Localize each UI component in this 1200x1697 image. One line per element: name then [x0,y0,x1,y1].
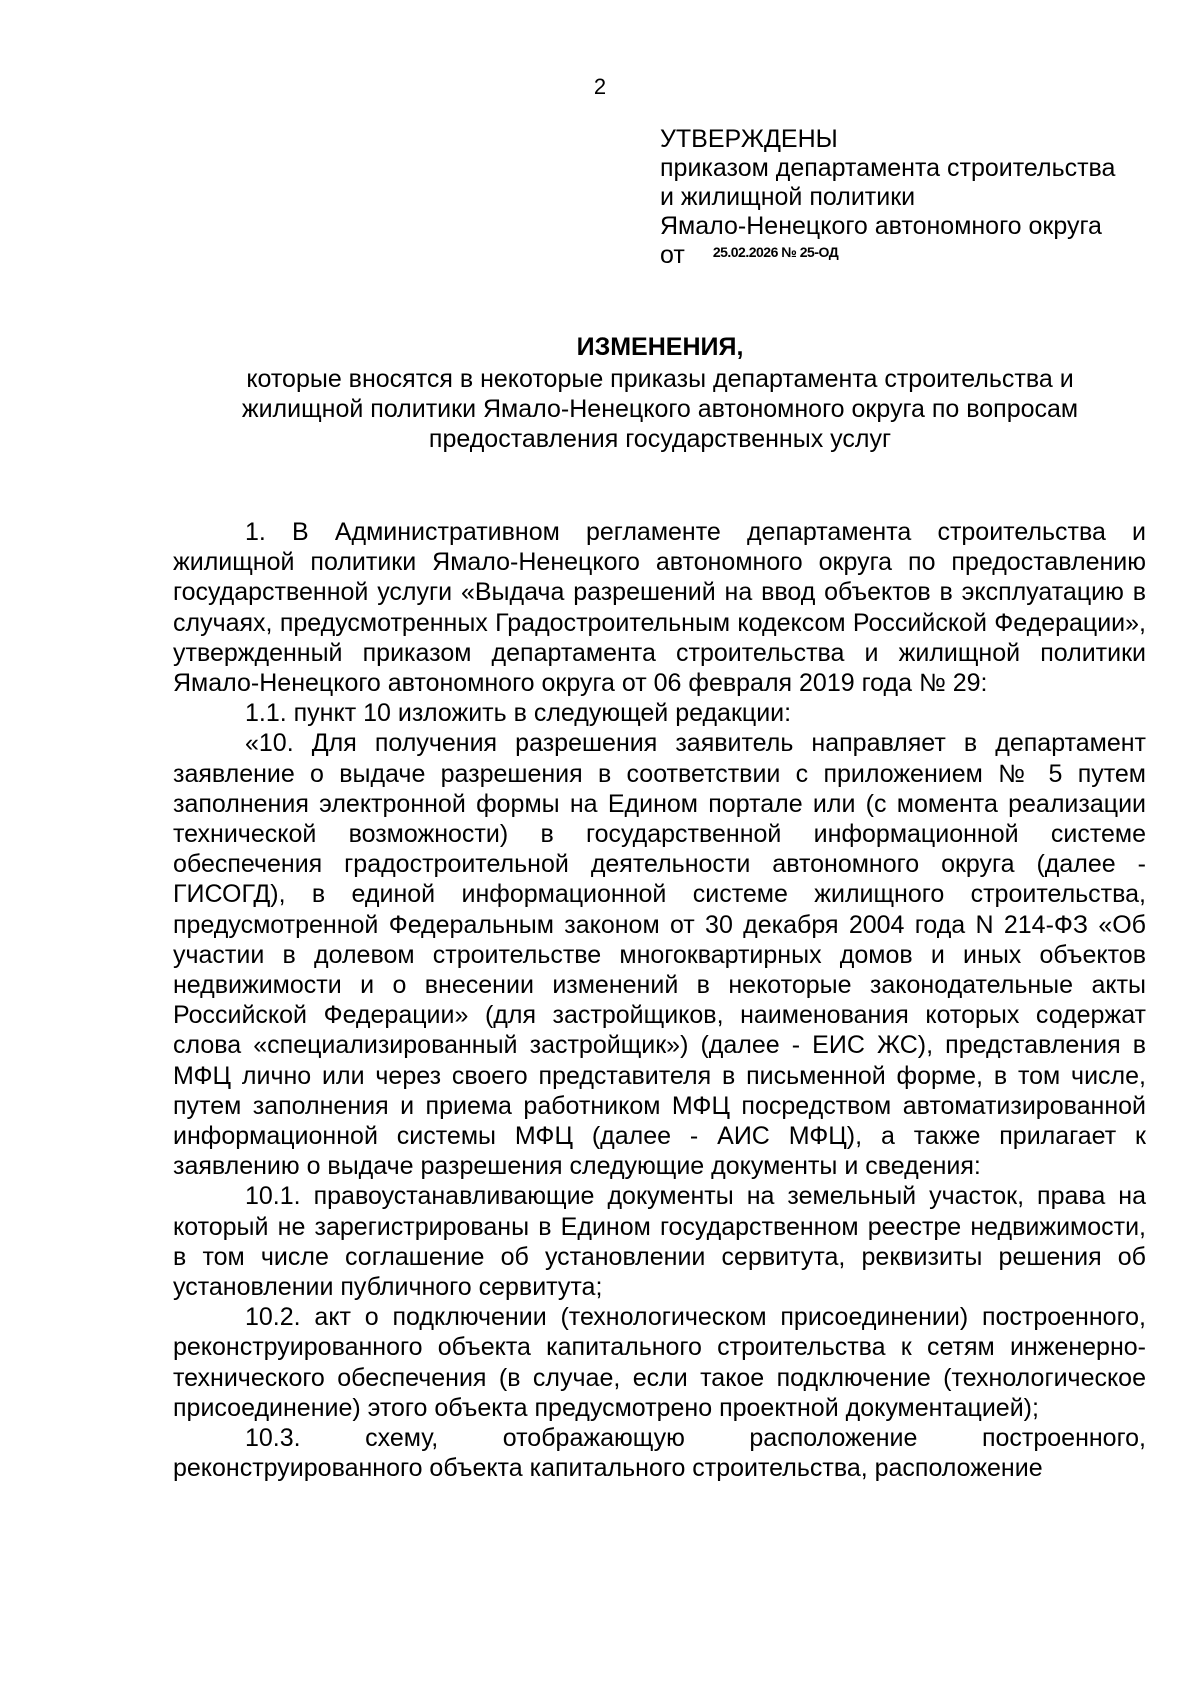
approval-line: Ямало-Ненецкого автономного округа [660,212,1102,240]
subtitle-line: жилищной политики Ямало-Ненецкого автономного округа по вопросам [241,395,1079,423]
paragraph-item-1-1: 1.1. пункт 10 изложить в следующей редакции: [245,699,792,728]
document-heading: ИЗМЕНЕНИЯ, [576,333,744,361]
title-block [160,332,1160,454]
document-body [173,517,1146,1484]
page-number: 2 [593,74,607,99]
approval-line: и жилищной политики [660,183,916,211]
paragraph-point-10-2: 10.2. акт о подключении (технологическом присоединении) построенного, реконструированного объекта капитального строительства к сетям инженерно-технического обеспечения (в случае, если такое подключение (технологическое присоединение) этого объекта предусмотрено проектной документацией); [173,1303,1146,1422]
paragraph-point-10: «10. Для получения разрешения заявитель направляет в департамент заявление о выдаче разрешения в соответствии с приложением № 5 путем заполнения электронной формы на Едином портале или (с момента реализации технической возможности) в государственной информационной системе обеспечения градостроительной деятельности автономного округа (далее - ГИСОГД), в единой информационной системе жилищного строительства, предусмотренной Федеральным законом от 30 декабря 2004 года N 214-ФЗ «Об участии в долевом строительстве многоквартирных домов и иных объектов недвижимости и о внесении изменений в некоторые законодательные акты Российской Федерации» (для застройщиков, наименования которых содержат слова «специализированный застройщик») (далее - ЕИС ЖС), представления в МФЦ лично или через своего представителя в письменной форме, в том числе, путем заполнения и приема работником МФЦ посредством автоматизированной информационной системы МФЦ (далее - АИС МФЦ), а также прилагает к заявлению о выдаче разрешения следующие документы и сведения: [173,729,1146,1181]
approval-block [660,125,1160,273]
order-date-stamp: 25.02.2026 № 25-ОД [712,244,839,260]
from-label: от [660,241,685,269]
paragraph-item-1: 1. В Административном регламенте департамента строительства и жилищной политики Ямало-Ненецкого автономного округа по предоставлению государственной услуги «Выдача разрешений на ввод объектов в эксплуатацию в случаях, предусмотренных Градостроительным кодексом Российской Федерации», утвержденный приказом департамента строительства и жилищной политики Ямало-Ненецкого автономного округа от 06 февраля 2019 года № 29: [173,518,1146,698]
subtitle-line: которые вносятся в некоторые приказы департамента строительства и [246,365,1074,393]
paragraph-point-10-1: 10.1. правоустанавливающие документы на земельный участок, права на который не зарегистрированы в Едином государственном реестре недвижимости, в том числе соглашение об установлении сервитута, реквизиты решения об установлении публичного сервитута; [173,1182,1146,1302]
paragraph-point-10-3: 10.3. схему, отображающую расположение построенного, реконструированного объекта капитального строительства, расположение [173,1424,1146,1483]
approval-date-line [660,241,1160,273]
subtitle-line: предоставления государственных услуг [428,425,892,453]
approval-line: УТВЕРЖДЕНЫ [660,125,838,153]
approval-line: приказом департамента строительства [660,154,1116,182]
